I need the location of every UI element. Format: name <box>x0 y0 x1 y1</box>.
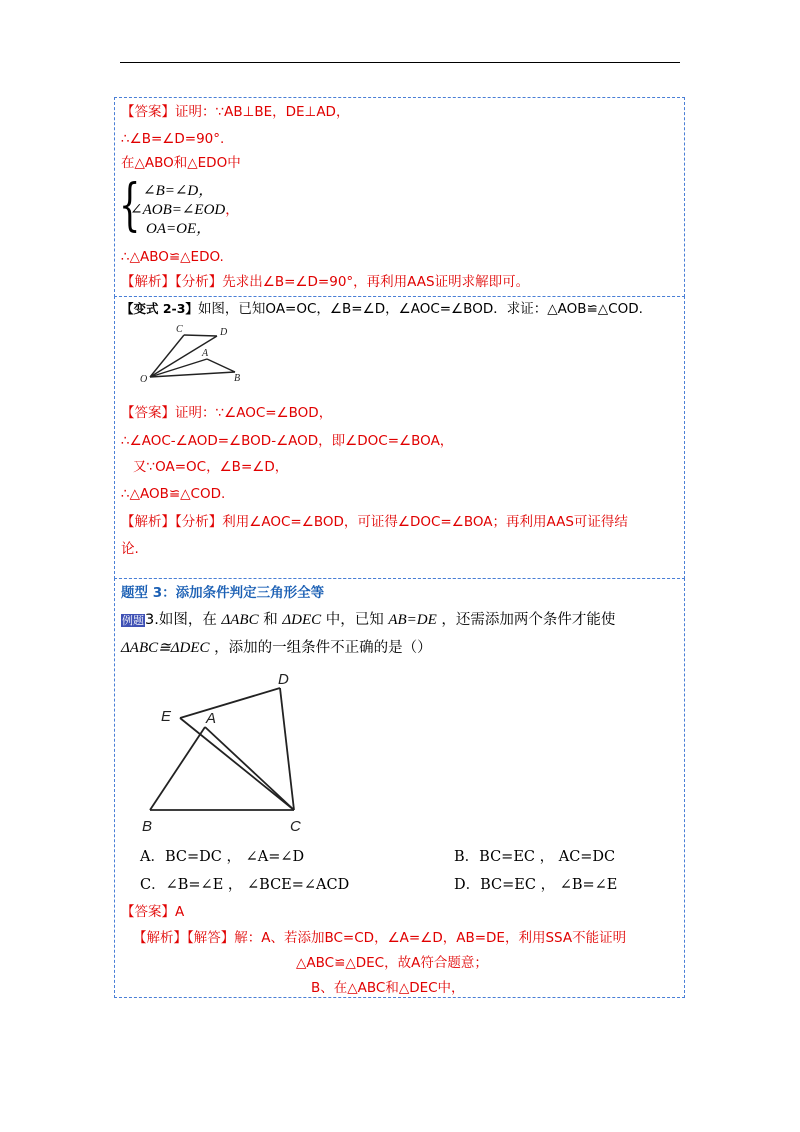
variant-title <box>121 300 643 318</box>
segment-OC <box>150 335 184 377</box>
example-explain-3: B、在△ABC和△DEC中， <box>311 980 465 996</box>
segment-CD <box>184 335 217 336</box>
segment-DC <box>280 688 294 810</box>
answer-line-4: ∴△ABO≌△EDO. <box>121 249 224 265</box>
q2-rest: ，添加的一组条件不正确的是（） <box>214 640 432 656</box>
q1-and: 和 <box>263 612 278 628</box>
label-A: A <box>202 348 209 359</box>
label-E2: E <box>161 708 172 725</box>
system-line-2 <box>130 201 239 219</box>
variant-analysis-1: 【解析】【分析】利用∠AOC=∠BOD，可证得∠DOC=∠BOA；再利用AAS可证得结 <box>121 514 628 530</box>
system-eq-2: ∠AOB=∠EOD <box>130 202 226 218</box>
proof-text: 证明：∵AB⊥BE，DE⊥AD， <box>175 104 350 120</box>
answer-line-3: 在△ABO和△EDO中 <box>121 155 241 171</box>
example-answer: 【答案】A <box>121 904 185 920</box>
answer-line-2: ∴∠B=∠D=90°. <box>121 131 225 147</box>
label-C: C <box>176 324 183 335</box>
option-a: A．BC=DC ， ∠A=∠D <box>140 849 305 865</box>
variant-answer-2: ∴∠AOC-∠AOD=∠BOD-∠AOD，即∠DOC=∠BOA， <box>121 433 454 449</box>
segment-AC <box>205 727 294 810</box>
label-D: D <box>220 327 228 338</box>
question-line-2 <box>121 638 432 658</box>
variant-answer-1: 【答案】证明：∵∠AOC=∠BOD， <box>121 405 333 421</box>
variant-answer-3: 又∵OA=OC，∠B=∠D， <box>133 459 289 475</box>
system-comma-2: ， <box>225 202 239 218</box>
question-line-1 <box>121 610 615 631</box>
system-line-3: OA=OE， <box>146 221 212 237</box>
q2-congruent: ΔABC≅ΔDEC <box>121 640 210 656</box>
variant-question: 如图，已知OA=OC，∠B=∠D，∠AOC=∠BOD．求证：△AOB≌△COD. <box>197 301 643 317</box>
q1-given: 中，已知 <box>325 612 384 628</box>
system-brace: { <box>119 173 141 238</box>
q1-abc: ΔABC <box>221 612 259 628</box>
q1-dec: ΔDEC <box>282 612 322 628</box>
segment-BA <box>150 727 205 810</box>
variant-analysis-2: 论. <box>121 541 139 557</box>
figure-2 <box>138 664 328 839</box>
segment-ED <box>180 688 280 718</box>
example-explain-1: 【解析】【解答】解：A、若添加BC=CD，∠A=∠D，AB=DE，利用SSA不能证明 <box>133 930 627 946</box>
option-c: C．∠B=∠E ， ∠BCE=∠ACD <box>140 877 350 893</box>
segment-AB <box>207 359 235 372</box>
answer-tag: 【答案】 <box>121 104 175 120</box>
label-C2: C <box>290 818 301 835</box>
variant-answer-4: ∴△AOB≌△COD. <box>121 486 226 502</box>
variant-tag: 【变式 2-3】 <box>121 301 198 316</box>
example-tag: 例题 <box>122 614 144 627</box>
option-d: D．BC=EC ， ∠B=∠E <box>454 877 618 893</box>
option-b: B．BC=EC ， AC=DC <box>454 849 616 865</box>
label-O: O <box>140 374 148 385</box>
system-line-1: ∠B=∠D， <box>143 183 214 199</box>
q1-ab-de: AB=DE <box>388 612 437 628</box>
section-heading: 题型 3：添加条件判定三角形全等 <box>121 585 325 601</box>
analysis-line: 【解析】【分析】先求出∠B=∠D=90°，再利用AAS证明求解即可。 <box>121 274 530 290</box>
header-rule <box>120 62 680 63</box>
segment-EC <box>180 718 294 810</box>
q1-a: 3.如图，在 <box>145 612 217 628</box>
answer-line-1 <box>121 103 349 121</box>
figure-1 <box>138 322 250 386</box>
label-D2: D <box>278 671 289 688</box>
q1-rest: ，还需添加两个条件才能使 <box>441 612 616 628</box>
example-explain-2: △ABC≌△DEC，故A符合题意； <box>296 955 488 971</box>
label-A2: A <box>206 710 217 727</box>
label-B2: B <box>142 818 153 835</box>
label-B: B <box>234 373 241 384</box>
